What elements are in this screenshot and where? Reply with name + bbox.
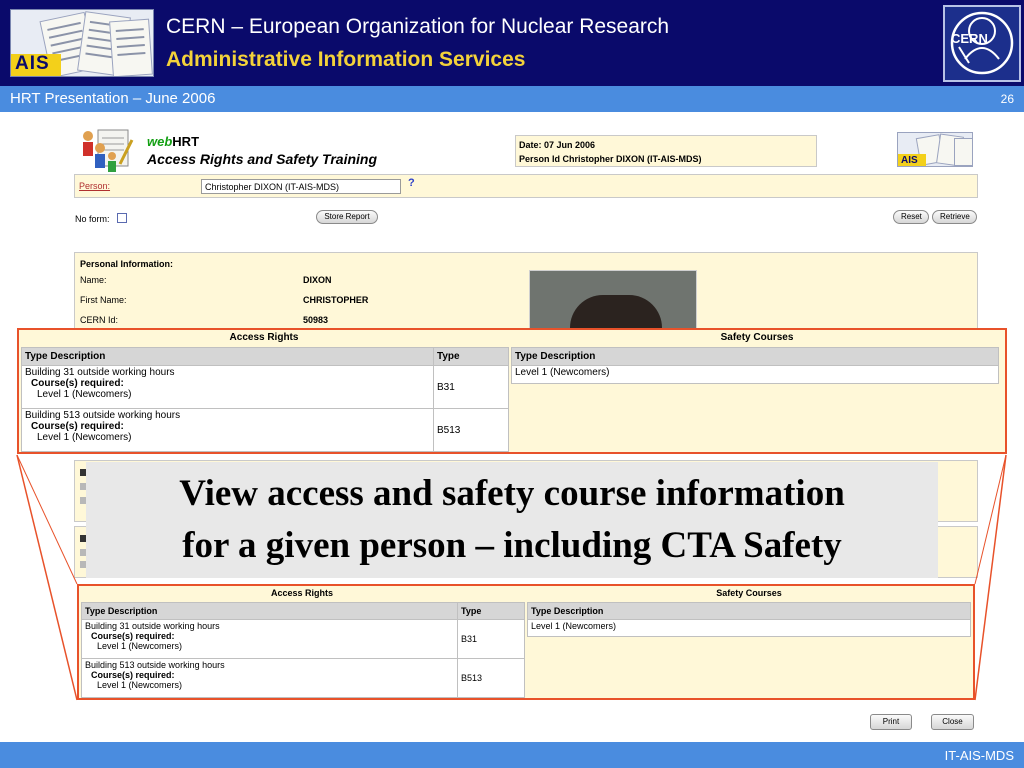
info-date: Date: 07 Jun 2006 bbox=[519, 140, 596, 150]
ais-small-logo: AIS bbox=[897, 132, 973, 167]
page-number: 26 bbox=[1000, 92, 1014, 106]
access-rights-title: Access Rights bbox=[229, 332, 299, 343]
access-rights-title: Access Rights bbox=[270, 588, 334, 598]
footer-text: IT-AIS-MDS bbox=[944, 748, 1014, 763]
table-row: Building 513 outside working hours Course(s) required: Level 1 (Newcomers) B513 bbox=[22, 409, 509, 452]
access-rights-table bbox=[21, 347, 509, 452]
info-person: Person Id Christopher DIXON (IT-AIS-MDS) bbox=[519, 154, 702, 164]
table-row: Building 31 outside working hours Course(s) required: Level 1 (Newcomers) B31 bbox=[82, 620, 525, 659]
reset-button[interactable]: Reset bbox=[893, 210, 929, 224]
table-row: Level 1 (Newcomers) bbox=[528, 620, 971, 637]
header-subtitle: Administrative Information Services bbox=[166, 48, 526, 71]
table-row: Level 1 (Newcomers) bbox=[512, 366, 999, 384]
print-button[interactable]: Print bbox=[870, 714, 912, 730]
no-form-label: No form: bbox=[75, 214, 110, 224]
retrieve-button[interactable]: Retrieve bbox=[932, 210, 977, 224]
presentation-title: HRT Presentation – June 2006 bbox=[10, 90, 216, 107]
name-label: Name: bbox=[80, 275, 107, 285]
app-brand: webHRT bbox=[147, 134, 200, 149]
callout-line-2: for a given person – including CTA Safety bbox=[182, 525, 842, 566]
safety-courses-title: Safety Courses bbox=[720, 332, 794, 343]
ais-logo: AIS bbox=[10, 9, 154, 77]
col-type: Type bbox=[434, 348, 509, 366]
cern-logo-text: CERN bbox=[951, 31, 988, 46]
help-icon[interactable]: ? bbox=[408, 177, 415, 189]
safety-courses-table bbox=[511, 347, 999, 384]
table-row: Building 31 outside working hours Course(s) required: Level 1 (Newcomers) B31 bbox=[22, 366, 509, 409]
access-safety-panel-enlarged bbox=[17, 328, 1007, 454]
safety-courses-table: Type Description Level 1 (Newcomers) bbox=[527, 602, 971, 637]
first-name-label: First Name: bbox=[80, 295, 127, 305]
cern-id-label: CERN Id: bbox=[80, 315, 119, 325]
close-button[interactable]: Close bbox=[931, 714, 974, 730]
cern-id-value: 50983 bbox=[303, 315, 329, 325]
table-row: Building 513 outside working hours Course(s) required: Level 1 (Newcomers) B513 bbox=[82, 659, 525, 698]
col-type-description: Type Description bbox=[512, 348, 999, 366]
name-value: DIXON bbox=[303, 275, 332, 285]
personal-info-title: Personal Information: bbox=[80, 259, 174, 269]
access-safety-panel bbox=[77, 584, 975, 700]
first-name-value: CHRISTOPHER bbox=[303, 295, 369, 305]
person-input[interactable]: Christopher DIXON (IT-AIS-MDS) bbox=[201, 179, 401, 194]
person-link[interactable]: Person: bbox=[79, 181, 111, 191]
col-type-description: Type Description bbox=[22, 348, 434, 366]
slide-callout bbox=[86, 462, 938, 578]
app-title: Access Rights and Safety Training bbox=[147, 151, 378, 167]
header-title: CERN – European Organization for Nuclear Research bbox=[166, 15, 670, 38]
callout-line-1: View access and safety course information bbox=[179, 473, 845, 514]
safety-courses-title: Safety Courses bbox=[716, 588, 782, 598]
store-report-button[interactable]: Store Report bbox=[316, 210, 378, 224]
access-rights-table: Type Description Type Building 31 outside working hours Course(s) required: Level 1 (Newcomers) B31 Building 513 outside working hours Course(s) required: Level 1 (Newcomers) B513 bbox=[81, 602, 525, 698]
